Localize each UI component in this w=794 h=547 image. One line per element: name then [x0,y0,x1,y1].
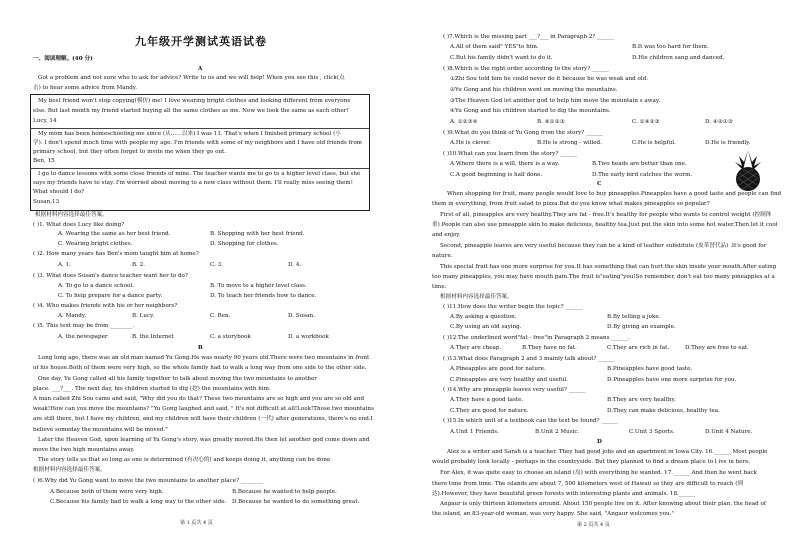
passage-line: place. ___?___. The next day, his children started to dig (挖) the mountains with him. [33,386,271,392]
exam-title: 九年级开学测试英语试卷 [135,35,267,48]
order-item: ③The Heaven God let another god to help him move the mountain s away. [450,98,661,104]
question: ( )6.Why did Yu Gong want to move the two mountains to another place? ________ [33,478,264,484]
option: A.He is clever. [450,140,491,146]
question: ( )11.How does the writer begin the topic? ______ [443,304,583,310]
option: B.Unit 2 Music. [535,429,580,435]
letter-line: What should I do? [33,189,85,195]
option: B. Lucy. [132,313,155,319]
page-footer: 第 1 页共 4 页 [180,520,213,526]
question: ( )14.Why are pineapple leaves very useful? ______ [443,387,586,393]
passage-line: them in everything, from fruit salad to pizza.But do you know what makes pineapples so popular? [432,201,710,207]
letter-signature: Ben, 15 [33,158,55,164]
option: D.They can make delicious, healthy tea. [607,408,720,414]
option: D.By giving an example. [607,324,676,330]
passage-d-letter: D [597,439,602,445]
question: ( )1. What does Lucy like doing? [33,222,125,228]
passage-c-letter: C [597,181,602,187]
intro-line: Got a problem and not sure who to ask for advice? Write to us and we will help! When you see this , click(点 [38,75,345,81]
passage-line: For Alex, it was quite easy to choose an island (岛) with everything he wanted. 17.______ And then he went back [440,470,758,476]
passage-line: One day, Yu Gong called all his family together to talk about moving the two mountains to another [38,376,317,382]
letter-line: else. But last month my friend started buying all the same clothes as me. Now we look the same as each other! [33,108,349,114]
option: C.Because his family had to walk a long way to the other side. [50,499,227,505]
passage-line: Alex is a writer and Sarah is a teacher. They had good jobs and an apartment in Iowa City. 16.______ Most people [447,449,768,455]
option: A. Wearing the same as her best friend. [58,231,171,237]
option: B. the Internet [132,334,174,340]
passage-line: time. [432,284,447,290]
passage-line: of his house.Both of them were very high, so the whole family had to walk a long way from one side to the other side. [33,365,367,371]
passage-line: move the two high mountains away. [33,447,135,453]
option: C. ①④②③ [632,119,660,125]
option: B.They have no fat. [522,345,577,351]
option: A.They are cheap. [450,345,502,351]
passage-line: too many pineapples, you may have mouth pain.The fruit is"eating"you!So remember, don't eat too many pineapples at a [432,274,775,280]
option: C. To help prepare for a dance party. [58,293,163,299]
letter-signature: Susan,13 [33,199,60,205]
option: C.By using an old saying. [450,324,522,330]
option: D.Unit 4 Nature. [705,429,753,435]
letter-line: 学). I don't spend much time with people my age. I'm friends with some of my neighbors and I have old friends from [33,140,362,146]
letter-line: My best friend won't stop copying(模仿) me! I love wearing bright clothes and looking different from everyone [38,98,351,104]
letter-line: My mom has been homeschooling me since (从……以来) I was 11. That's when I finished primary school (小 [38,131,341,137]
question: ( )10.What can you learn from the story? ______ [443,151,578,157]
option: B.They are very healthy. [607,397,676,403]
question: ( )7.Which is the missing part ___?___ in Paragraph 2? ______ [443,34,614,40]
option: D.The early bird catches the worm. [592,172,693,178]
option: C. a storybook [210,334,251,340]
instruction: 根据材料内容选择最佳答案。 [33,467,106,473]
option: A.Because both of them were very high. [50,489,164,495]
option: C.They are rich in fat. [607,345,670,351]
option: B.It was too hard for them. [632,44,709,50]
question: ( )8.Which is the right order according to the story? ______ [443,66,609,72]
question: ( )4. Who makes friends with his or her neighbors? [33,303,178,309]
instruction: 根据材料内容选择最佳答案。 [440,294,513,300]
passage-line: believe someday the mountains will be moved." [33,427,168,433]
option: D. Shopping for clothes. [210,241,279,247]
option: C. Wearing bright clothes. [58,241,133,247]
option: B.Because he wanted to help people. [232,489,337,495]
pineapple-illustration [727,148,769,192]
passage-line: Second, pineapple leaves are very useful because they can be a kind of leather substitute (皮革替代品) .It's good for [440,243,767,249]
option: D.They are free to eat. [685,345,749,351]
question: ( )13.What does Paragraph 2 and 3 mainly talk about? ______ [443,356,616,362]
section-heading: 一、阅读理解。(40 分) [33,56,93,62]
passage-line: the island, an 83-year-old woman, was very happy. She said, "Angaur welcomes you." [432,511,674,517]
option: D. ④②①③ [705,119,733,125]
divider [30,128,369,129]
option: A. the newspaper [58,334,108,340]
option: B.Pineapples have good taste. [607,366,693,372]
option: D.Pineapples have one more surprise for you. [607,377,737,383]
option: D.Because he wanted to do something great. [232,499,360,505]
passage-line: would probably look locally - perhaps in the countryside. But they planned to find a dream place to l ive in here. [432,459,751,465]
passage-line: 重) People can also use pineapple skin to make delicious, healthy tea.Just put the skin into some hot water.Then let it cool [432,222,778,228]
passage-line: Long long ago, there was an old man named Yu Gong.He was nearly 90 years old.There were two mountains in front [38,355,370,361]
letter-line: says my friends have to stay. I'm worried about moving to a new class without them. I'll really miss seeing them! [33,180,353,186]
option: D.He is friendly. [705,140,751,146]
order-item: ④Yu Gong and his children started to dig the mountains. [450,108,611,114]
option: A.They have a good taste. [450,397,524,403]
option: A.By asking a question. [450,314,517,320]
passage-b-letter: B [198,345,203,351]
passage-line: 达).However, they have beautiful green forests with interesting plants and animals. 18.______ [432,491,696,497]
option: A. Mandy. [58,313,87,319]
instruction: 根据材料内容选择最佳答案。 [35,212,108,218]
option: A.Unit 1 Friends. [450,429,499,435]
option: A.Where there is a will, there is a way. [450,161,560,167]
passage-line: are still there, but I have my children, and my children will have their children (一代) after generations, there's no end.I [33,416,373,422]
passage-line: Later the Heaven God, upon learning of Yu Gong's story, was greatly moved.He then let another god come down and [38,437,370,443]
page-footer: 第 2 页共 4 页 [577,522,610,528]
passage-line: weak!How can you move the mountains? "Yu Gong laughed and said, " It's not difficult at all!Look!Those two mountains [33,406,374,412]
passage-line: First of all, pineapples are very healthy.They are fat - free.It's healthy for people who wants to control weight (控制体 [440,212,772,218]
passage-line: nature. [432,253,453,259]
option: B. ④①②③ [537,119,565,125]
option: A. ①②③④ [450,119,478,125]
option: C.He is helpful. [632,140,676,146]
option: D. 4. [288,262,302,268]
option: A. 1. [58,262,71,268]
option: C.They are good for nature. [450,408,529,414]
passage-line: The story tells us that so long as one is determined (有决心的) and keeps doing it, anything can be done [38,457,331,463]
option: A.All of them said" YES"to him. [450,44,539,50]
order-item: ①Zhi Sou told him he could never do it because he was weak and old. [450,76,649,82]
option: B. 2. [132,262,146,268]
letter-line: primary school, but they often forget to invite me when they go out. [33,149,227,155]
order-item: ②Yu Gong and his children went on moving the mountains. [450,87,618,93]
passage-line: This special fruit has one more surprise for you.It has something that can hurt the skin inside your mouth.After eating [440,264,777,270]
option: B. To move to a higher level class. [210,283,307,289]
option: B.By telling a joke. [607,314,661,320]
option: A.Pineapples are good for nature. [450,366,546,372]
option: D.His children sang and danced. [632,55,725,61]
option: A. To go to a dance school. [58,283,134,289]
letter-line: I go to dance lessons with some close friends of mine. The teacher wants me to go to a higher level class, but she [38,171,361,177]
page-right [397,0,794,547]
option: C. Ben. [210,313,231,319]
passage-a-letter: A [198,66,203,72]
option: C.Pineapples are very healthy and useful. [450,377,568,383]
question: ( )12.The underlined word"fat - free"in Paragraph 2 means ______. [443,335,630,341]
option: B.He is strong - willed. [537,140,602,146]
question: ( )5. This text may be from ________. [33,323,135,329]
passage-line: Angaur is only thirteen kilometers around. About 150 people live on it. After knowing about their plan, the head of [440,501,766,507]
option: D. a workbook [288,334,329,340]
option: D. Susan. [288,313,315,319]
intro-line: 击) to hear some advice from Mandy. [33,85,137,91]
option: D. To teach her friends how to dance. [210,293,317,299]
question: ( )2. How many years has Ben's mom taught him at home? [33,251,199,257]
question: ( )3. What does Susan's dance teacher want her to do? [33,273,188,279]
passage-line: and enjoy. [432,232,461,238]
passage-line: A man called Zhi Sou came and said, "Why did you do that? These two mountains are so high and you are so old and [33,396,365,402]
option: C.A good beginning is half done. [450,172,543,178]
option: B.Two heads are better than one. [592,161,687,167]
letter-signature: Lucy, 14 [33,118,57,124]
passage-line: there time from time. The islands are about 7, 500 kilometers west of Hawaii so they are difficult to reach (到 [432,481,744,487]
question: ( )9.What do you think of Yu Gong from the story? ______ [443,130,603,136]
option: C.But his family didn't want to do it. [450,55,553,61]
question: ( )15.In which unit of a textbook can the text be found? ______ [443,418,619,424]
option: C. 3. [210,262,223,268]
divider [30,168,369,169]
option: B. Shopping with her best friend. [210,231,305,237]
passage-line: When shopping for fruit, many people would love to buy pineapples.Pineapples have a good taste and people can find [447,191,782,197]
option: C.Unit 3 Sports. [629,429,675,435]
